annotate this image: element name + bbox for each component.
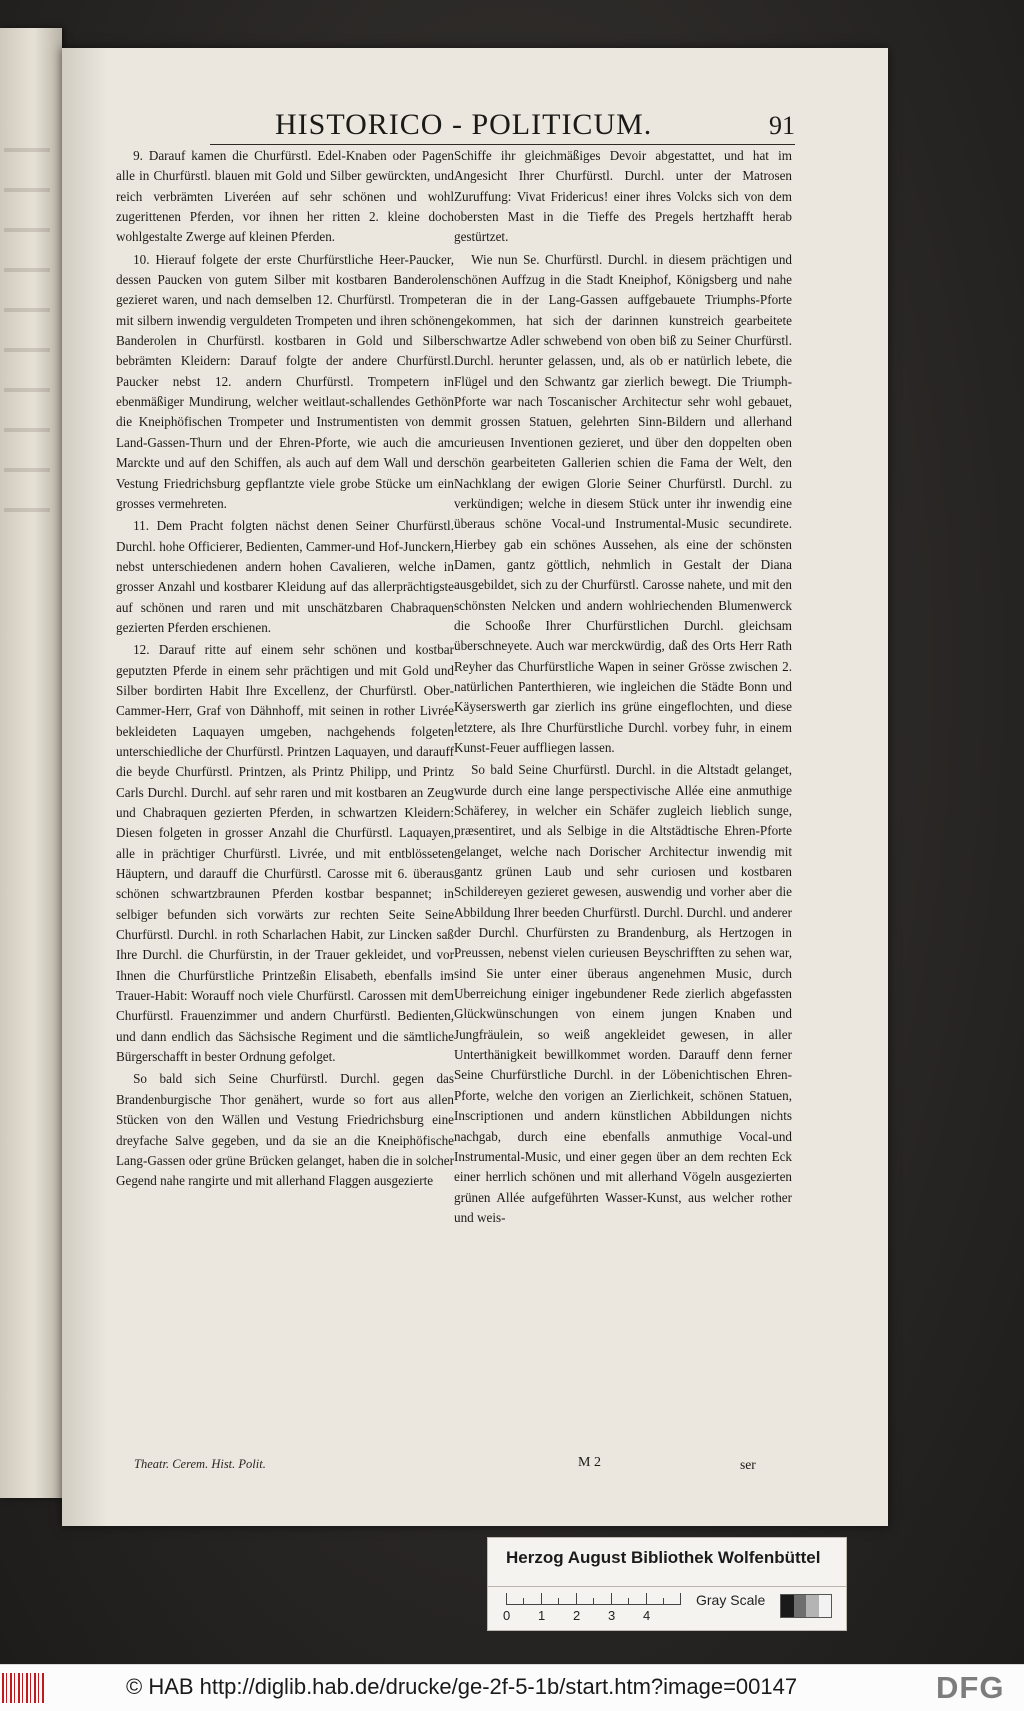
hab-barcode-icon — [2, 1673, 44, 1703]
paragraph: 11. Dem Pracht folgten nächst denen Seiner Churfürstl. Durchl. hohe Officierer, Bedienten, Cammer-und Hof-Junckern, nebst unterschiedenen andern hohen Cavalieren, welche in grosser Anzahl und kostbarer Kleidung auf das allerprächtigste auf schönen und raren und mit unschätzbaren Chabraquen gezierten Pferden erschienen. — [116, 518, 454, 635]
ruler-number: 0 — [503, 1608, 511, 1623]
paragraph: 10. Hierauf folgete der erste Churfürstliche Heer-Paucker, dessen Paucken von gutem Silber mit kostbaren Banderolen gezieret waren, und nach demselben 12. Churfürstl. Trompeter mit silbern inwendig verguldeten Trompeten und ihren schönen Banderolen in Churfürstl. kostbaren in Gold und Silber bebrämten Kleidern: Darauf folgte der andere Churfürstl. Paucker nebst 12. andern Churfürstl. Trompetern in ebenmäßiger Mundirung, welcher weitlaut-schallendes Gethön die Kneiphöfischen Trompeter und Instrumentisten von dem Land-Gassen-Thurn und der Ehren-Pforte, wie auch die am Marckte und auf den Schiffen, als auch auf dem Wall und der Vestung Friedrichsburg gepflantzte viele grobe Stücke um ein grosses vermehreten. — [116, 251, 454, 511]
footer-bar — [0, 1664, 1024, 1711]
running-title: HISTORICO - POLITICUM. — [275, 108, 653, 141]
paragraph: So bald Seine Churfürstl. Durchl. in die Altstadt gelanget, wurde durch eine lange perspectivische Allée eine anmuthige Schäferey, in welcher ein Schäfer zugleich lieblich sunge, præsentiret, und als Selbige in die Altstädtische Ehren-Pforte gelanget, welche nach Dorischer Architectur inwendig mit gantz grünen Laub und sehr curiosen und kostbaren Schildereyen gezieret gewesen, auswendig und vorher aber die Abbildung Ihrer beeden Churfürstl. Durchl. Durchl. und anderer der Durchl. Churfürsten zu Brandenburg, als Hertzogen in Preussen, nebenst vielen curieusen Beyschrifften zu sehen war, sind Sie unter einer überaus angenehmen Music, durch Uberreichung einiger ingebundener Rede zierlich abgefassten Glückwünschungen von einem jungen Knaben und Jungfräulein, so weiß angekleidet gewesen, in aller Unterthänigkeit bewillkommet worden. Darauff denn ferner Seine Churfürstliche Durchl. in der Löbenichtischen Ehren-Pforte, welche den vorigen an Zierlichkeit, schönen Statuen, Inscriptionen und andern künstlichen Abbildungen nichts nachgab, durch eine ebenfalls anmuthige Vocal-und Instrumental-Music, und einer gegen über an dem rechten Eck einer herrlich schönen und mit allerhand Vögeln ausgezierten grünen Allée aufgeführten Wasser-Kunst, aus welcher rother und weis- — [454, 762, 792, 1225]
gray-scale-swatches — [780, 1594, 832, 1618]
ruler-number: 2 — [573, 1608, 581, 1623]
gray-scale-label: Gray Scale — [696, 1592, 766, 1608]
ruler-number: 4 — [643, 1608, 651, 1623]
paragraph: Schiffe ihr gleichmäßiges Devoir abgestattet, und hat im Angesicht Ihrer Churfürstl. Durchl. unter der Matrosen Zuruffung: Vivat Fridericus! einer ihres Volcks sich von dem obersten Mast in die Tieffe des Pregels hertzhafft herab gestürtzet. — [454, 148, 792, 245]
paragraph: 12. Darauf ritte auf einem sehr schönen und kostbar geputzten Pferde in einem sehr prächtigen und mit Gold und Silber bordirten Habit Ihre Excellenz, der Churfürstl. Ober-Cammer-Herr, Graf von Dähnhoff, mit seinen in rother Livrée bekleideten Laquayen umgeben, nachgehends folgeten unterschiedliche der Churfürstl. Printzen Laquayen, und darauff die beyde Churfürstl. Printzen, als Printz Philipp, und Printz Carls Durchl. Durchl. auf sehr raren und mit kostbaren an Zeug und Chabraquen gezierten Pferden, in schwartzen Kleidern: Diesen folgeten in grosser Anzahl die Churfürstl. Laquayen, alle in prächtiger Churfürstl. Livrée, und mit entblösseten Häuptern, und darauff die Churfürstl. Carosse mit 6. überaus schönen schwartzbraunen Pferden kostbar bespannet; in selbiger befunden sich vorwärts zur rechten Seite Seine Churfürstl. Durchl. in roth Scharlachen Habit, zur Lincken saß Ihre Durchl. die Churfürstin, in der Trauer gekleidet, und vor Ihnen die Churfürstliche Printzeßin Elisabeth, ebenfalls im Trauer-Habit: Worauff noch viele Churfürstl. Carossen mit dem Churfürstl. Frauenzimmer und andern Churfürstl. Bedienten, und dann endlich das Sächsische Regiment und die sämtliche Bürgerschafft in bester Ordnung gefolget. — [116, 642, 454, 1065]
ruler-bar — [506, 1591, 681, 1605]
dfg-logo: DFG — [936, 1670, 1005, 1705]
ruler-scale — [503, 1589, 686, 1623]
running-head — [210, 108, 795, 145]
ruler-number: 1 — [538, 1608, 546, 1623]
footer-note: Theatr. Cerem. Hist. Polit. — [134, 1457, 266, 1471]
credit-link[interactable]: © HAB http://diglib.hab.de/drucke/ge-2f-5-1b/start.htm?image=00147 — [126, 1674, 798, 1699]
gray-swatch — [794, 1595, 807, 1617]
gray-swatch — [781, 1595, 794, 1617]
library-label — [487, 1537, 847, 1631]
page-number: 91 — [769, 111, 795, 140]
library-label-title: Herzog August Bibliothek Wolfenbüttel — [506, 1548, 821, 1567]
gray-swatch — [806, 1595, 819, 1617]
signature-mark: M 2 — [578, 1455, 601, 1470]
label-divider — [488, 1586, 846, 1587]
right-text-column — [454, 146, 792, 1228]
paragraph: So bald sich Seine Churfürstl. Durchl. gegen das Brandenburgische Thor genähert, wurde so fort aus allen Stücken von den Wällen und Vestung Friedrichsburg eine dreyfache Salve gegeben, und da sie an die Kneiphöfische Lang-Gassen oder grüne Brücken gelanget, haben die in solcher Gegend nahe rangirte und mit allerhand Flaggen ausgezierte — [116, 1071, 454, 1189]
ruler-number: 3 — [608, 1608, 616, 1623]
left-text-column — [116, 146, 454, 1192]
facing-page-edge — [0, 28, 62, 1498]
catchword: ser — [740, 1457, 756, 1472]
paragraph: 9. Darauf kamen die Churfürstl. Edel-Knaben oder Pagen alle in Churfürstl. blauen mit Gold und Silber gewürckten, und reich verbrämten Liveréen auf sehr schönen und wohl zugerittenen Pferden, vor ihnen her ritten 2. kleine doch wohlgestalte Zwerge auf kleinen Pferden. — [116, 148, 454, 245]
paragraph: Wie nun Se. Churfürstl. Durchl. in diesem prächtigen und schönen Auffzug in die Stadt Kneiphof, Königsberg und nahe an die in der Lang-Gassen auffgebauete Triumphs-Pforte gekommen, hat sich der darinnen kunstreich gearbeitete schwartze Adler schwebend von oben biß zu Seiner Churfürstl. Durchl. herunter gelassen, und, als ob er natürlich lebete, die Flügel und den Schwantz gar zierlich bewegt. Die Triumph-Pforte war nach Toscanischer Architectur sehr wohl gebauet, mit grossen Statuen, gelehrten Sinn-Bildern und allerhand curieusen Inventionen gezieret, und über den doppelten oben schön gearbeiteten Gallerien schien die Fama der Welt, den Nachklang der ewigen Glorie Seiner Churfürstl. Durchl. zu verkündigen; welche in diesem Stück unter ihr inwendig eine überaus schöne Vocal-und Instrumental-Music secundirete. Hierbey gab ein schönes Aussehen, als eine der schönsten Damen, gantz göttlich, nehmlich in Gestalt der Diana ausgebildet, sich zu der Churfürstl. Carosse nahete, und mit den schönsten Nelcken und andern wohlriechenden Blumenwerck die Schooße Ihrer Churfürstlichen Durchl. gleichsam überschneyete. Auch war merckwürdig, daß des Orts Herr Rath Reyher das Churfürstliche Wapen in seiner Grösse zwischen 2. natürlichen Panterthieren, wie ingleichen die Städte Bonn und Käyserswerth gar zierlich ins grüne eingeflochten, und diese letztere, als Ihre Churfürstliche Durchl. vorbey fuhr, in einem Kunst-Feuer auffliegen lassen. — [454, 251, 792, 755]
gray-swatch — [819, 1595, 832, 1617]
